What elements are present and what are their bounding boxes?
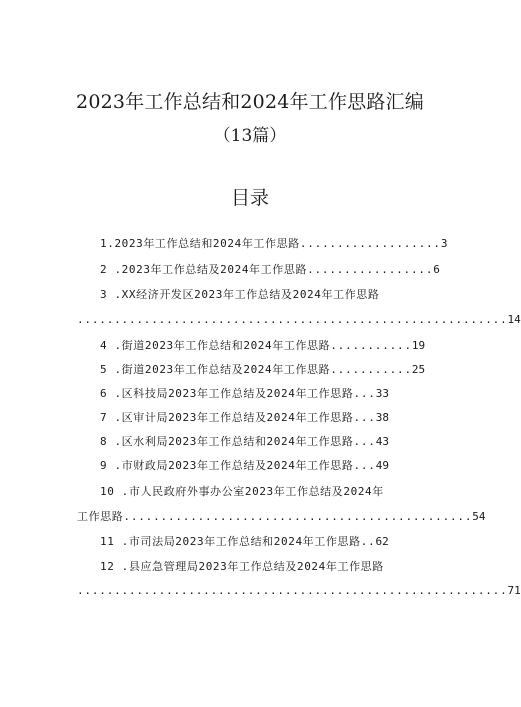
- toc-entry-title: 12 .县应急管理局2023年工作总结及2024年工作思路: [100, 560, 384, 573]
- toc-page-number: 33: [375, 387, 389, 400]
- toc-entry[interactable]: [100, 263, 440, 277]
- toc-leader: ...................: [299, 237, 441, 250]
- toc-leader: ...............................................: [123, 510, 473, 523]
- toc-page-number: 14: [507, 313, 521, 326]
- toc-page-number: 6: [433, 263, 440, 276]
- toc-entry[interactable]: [100, 459, 389, 473]
- toc-entry-title: 8 .区水利局2023年工作总结和2024年工作思路: [100, 435, 354, 448]
- toc-entry-continuation[interactable]: [77, 510, 486, 524]
- toc-entry[interactable]: [100, 387, 389, 401]
- toc-leader: ...: [353, 435, 376, 448]
- toc-page-number: 49: [375, 459, 389, 472]
- toc-entry[interactable]: [100, 560, 405, 574]
- toc-entry-title: 11 .市司法局2023年工作总结和2024年工作思路: [100, 535, 361, 548]
- toc-leader: ...: [353, 387, 376, 400]
- toc-entry[interactable]: [100, 339, 426, 353]
- toc-leader: ..........................................................: [77, 313, 508, 326]
- toc-leader: .................: [307, 263, 434, 276]
- toc-entry[interactable]: [100, 411, 389, 425]
- toc-entry[interactable]: [100, 535, 389, 549]
- toc-entry-title: 9 .市财政局2023年工作总结及2024年工作思路: [100, 459, 354, 472]
- toc-leader: ...........: [330, 363, 412, 376]
- toc-page-number: 54: [472, 510, 486, 523]
- toc-leader: ...........: [330, 339, 412, 352]
- toc-entry-title: 5 .街道2023年工作总结及2024年工作思路: [100, 363, 331, 376]
- toc-leader: ..: [360, 535, 376, 548]
- toc-page-number: 3: [440, 237, 448, 250]
- toc-heading: 目录: [230, 187, 269, 209]
- document-subtitle: （13篇）: [213, 126, 287, 146]
- toc-leader: ..........................................................: [77, 584, 508, 597]
- toc-entry-title: 4 .街道2023年工作总结和2024年工作思路: [100, 339, 331, 352]
- toc-page-number: 43: [375, 435, 389, 448]
- toc-entry-title: 3 .XX经济开发区2023年工作总结及2024年工作思路: [100, 288, 380, 301]
- toc-entry[interactable]: [100, 363, 426, 377]
- toc-entry-title-continuation: 工作思路: [77, 510, 124, 523]
- toc-entry-title: 7 .区审计局2023年工作总结及2024年工作思路: [100, 411, 354, 424]
- toc-entry[interactable]: [100, 237, 448, 251]
- toc-page-number: 25: [411, 363, 426, 376]
- toc-page-number: 71: [507, 584, 521, 597]
- toc-entry-continuation[interactable]: [77, 313, 521, 327]
- toc-page-number: 19: [411, 339, 426, 352]
- toc-page-number: 38: [375, 411, 389, 424]
- toc-leader: ...: [353, 459, 376, 472]
- toc-entry-title: 1.2023年工作总结和2024年工作思路: [100, 237, 300, 250]
- toc-entry-continuation[interactable]: [77, 584, 521, 598]
- toc-page-number: 62: [375, 535, 389, 548]
- toc-leader: ...: [353, 411, 376, 424]
- toc-entry-title: 2 .2023年工作总结及2024年工作思路: [100, 263, 308, 276]
- toc-entry-title: 10 .市人民政府外事办公室2023年工作总结及2024年: [100, 485, 384, 498]
- toc-entry[interactable]: [100, 485, 405, 499]
- toc-entry[interactable]: [100, 435, 389, 449]
- toc-entry-title: 6 .区科技局2023年工作总结及2024年工作思路: [100, 387, 354, 400]
- toc-entry[interactable]: [100, 288, 405, 302]
- document-title: 2023年工作总结和2024年工作思路汇编: [76, 91, 424, 113]
